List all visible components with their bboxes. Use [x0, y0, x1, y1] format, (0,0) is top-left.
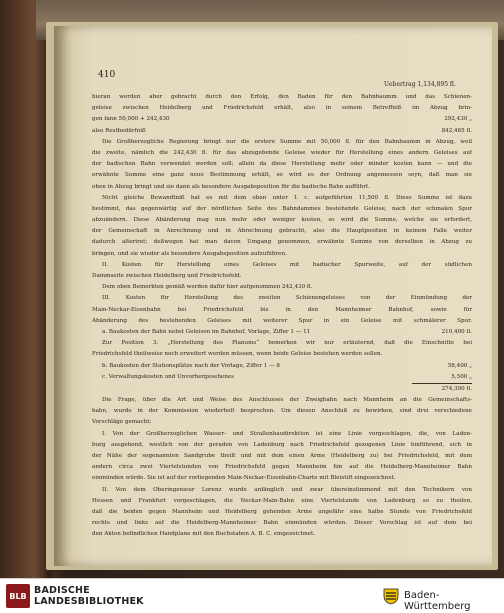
- book-page: [54, 26, 492, 566]
- state-name[interactable]: Baden-Württemberg: [404, 590, 471, 612]
- text-line: der Nähe der sogenannten Sandgrube theilt und mit dem einen Arme (Heidelberg zu) bei Friedrichsfeld, mit dem: [92, 453, 472, 459]
- total-amount: 274,300 fl.: [441, 385, 472, 392]
- section-heading: Main-Neckar-Eisenbahn bei Friedrichsfeld bis in den Mannheimer Bahnhof, sowie für: [92, 306, 472, 313]
- remainder-label: also Restbedürfniß: [92, 127, 146, 134]
- item-label: b. Baukosten der Stationsplätze nach der Vorlage, Ziffer 1 — 8: [102, 362, 280, 369]
- text-line: der badischen Bahn verwendet werden soll; allein da diese Herstellung mehr oder minder kosten kann — und die: [92, 161, 472, 168]
- footer-bar: [0, 578, 504, 613]
- text-line: die zweite, nämlich die 242,430 fl. für das abzugebende Geleise wieder für Herstellung eines andern Geleises auf: [92, 149, 472, 156]
- library-name-line-1: BADISCHE: [34, 585, 90, 596]
- text-line: andern circa zwei Viertelstunden von Friedrichsfeld gegen Mannheim hin auf die Heidelberg-Mannheimer Bahn: [92, 464, 472, 471]
- text-line: Nicht gleiche Bewandtniß hat es mit dem oben unter I. c. aufgeführten 11,500 fl. Diese Summe ist dazu: [102, 194, 472, 201]
- text-line: I. Von der Großherzoglichen Wasser- und Straßenbaudirektion ist eine Linie vorgeschlagen, die, von Laden-: [102, 430, 472, 437]
- text-line: Hessen und Frankfurt vorgeschlagen, die Neckar-Main-Bahn eine Viertelstunde von Ladenburg so zu theilen,: [92, 497, 472, 504]
- text-line: Die Großherzogliche Regierung bringt nur die erstere Summe mit 50,000 fl. für den Bahnbaumm in Abzug, weil: [102, 138, 472, 145]
- item-amount: 58,400 „: [447, 362, 472, 369]
- section-heading: Dammseite zwischen Heidelberg und Friedrichsfeld.: [92, 273, 242, 279]
- section-heading: Abänderung des bestehenden Geleises mit weiterer Spur in ein Geleise mit schmälerer Spur.: [92, 317, 472, 324]
- text-line: oben in Abzug bringt und sie dann als besondere Ausgabsposition für die badische Bahn aufführt.: [92, 183, 371, 190]
- section-heading: II. Kosten für Herstellung eines Geleises mit badischer Spurweite, auf der südlichen: [102, 261, 472, 268]
- amount: 292,430 „: [444, 116, 472, 123]
- text-line: Die Frage, über die Art und Weise des Anschlusses der Zweigbahn nach Mannheim an die Gemeinschafts-: [102, 397, 472, 404]
- text-line: daß die beiden gegen Mannheim und Heidelberg gehenden Arme ungefähr eine halbe Stunde von Friedrichsfeld: [92, 508, 472, 515]
- blb-logo[interactable]: BLB: [6, 584, 30, 608]
- text-line: bahn, wurde in der Kommission wiederholt besprochen. Um diesen Anschluß zu bewirken, sind drei verschiedene: [92, 408, 472, 415]
- text-line: burg ausgehend, westlich von der geraden von Ladenburg nach Friedrichsfeld gezogenen Linie hinführend, sich in: [92, 441, 472, 448]
- text-line: gen fann 50,000 + 242,430: [92, 116, 170, 123]
- text-line: einmünden würde. Sie ist auf der vorliegenden Main-Neckar-Eisenbahn-Charte mit Bleistift eingezeichnet.: [92, 475, 396, 482]
- remainder-amount: 842,465 fl.: [441, 127, 472, 134]
- library-name[interactable]: [34, 585, 144, 607]
- carry-over: Uebertrag 1,134,895 fl.: [384, 81, 456, 88]
- text-line: Dem oben Bemerkten gemäß werden dafür hier aufgenommen 242,430 fl.: [102, 284, 313, 291]
- item-label: c. Verwaltungskosten und Unvorhergesehenes: [102, 373, 235, 380]
- remainder-row: [92, 126, 472, 137]
- text-line: Zur Position 3. „Herstellung des Planums“ bemerken wir nur erläuternd, daß die Einschnitte bei: [102, 340, 472, 347]
- text-line: dadurch alteriret; deßwegen hat man davon Umgang genommen, erwähnte Summe von derselben in Abzug zu: [92, 239, 472, 246]
- text-line: den Akten befindlichen Handplane mit den Buchstaben A. B. C. eingezeichnet.: [92, 531, 316, 538]
- cost-item-a: [92, 327, 472, 338]
- text-line: abzuändern. Diese Abänderung mag nun mehr oder weniger kosten, so wird die Summe, welche sie erfordert,: [92, 217, 472, 224]
- text-line: geleise zwischen Heidelberg und Friedrichsfeld erhält, also in seinem Betreffniß im Abzug brin-: [92, 105, 472, 112]
- library-name-line-2: LANDESBIBLIOTHEK: [34, 596, 144, 607]
- item-label: a. Baukosten der Bahn nebst Geleisen im Bahnhof, Vorlage, Ziffer 1 — 11: [102, 328, 311, 335]
- text-line: rechts und links auf die Heidelberg-Mannheimer Bahn einmünden würden. Dieser Vorschlag ist auf dem bei: [92, 520, 472, 527]
- text-line: Friedrichsfeld theilweise noch erweitert werden müssen, wenn beide Geleise bestehen werden sollen.: [92, 351, 383, 358]
- cost-item-b: [92, 361, 472, 372]
- cost-item-c: [92, 372, 472, 383]
- item-amount: 210,400 fl.: [441, 328, 472, 335]
- text-line: bringen, und sie wieder als besondere Ausgabsposition aufzuführen.: [92, 250, 287, 257]
- text-line: der Gemeinschaft in Anrechnung und in Abrechnung gebracht, also die Hauptposition in keinem Falle weiter: [92, 228, 472, 235]
- text-line: erwähnte Summe eine ganz neue Bestimmung erhält, so wird es der Ordnung angemessen seyn, daß man sie: [92, 172, 472, 179]
- page-text: [92, 92, 472, 541]
- coat-of-arms-icon[interactable]: [382, 587, 400, 605]
- page-number: 410: [98, 70, 116, 80]
- text-line: bestimmt, das gegenwärtig auf der nördlichen Seite des Bahndammes bestehende Geleise, nach der schmalen Spur: [92, 205, 472, 212]
- section-heading: III. Kosten für Herstellung des zweiten Schienengeleises von der Einmündung der: [102, 295, 472, 302]
- text-line: II. Von dem Oberingenieur Lorenz wurde anfänglich und zwar übereinstimmend mit den Technikern von: [102, 486, 472, 493]
- item-amount: 5,500 „: [451, 373, 472, 380]
- amount-row: [92, 114, 472, 125]
- text-line: hieran werden aber gebracht durch den Erfolg, den Baden für den Bahnbaumm und das Schienen-: [92, 94, 472, 100]
- text-line: Vorschläge gemacht:: [92, 419, 152, 426]
